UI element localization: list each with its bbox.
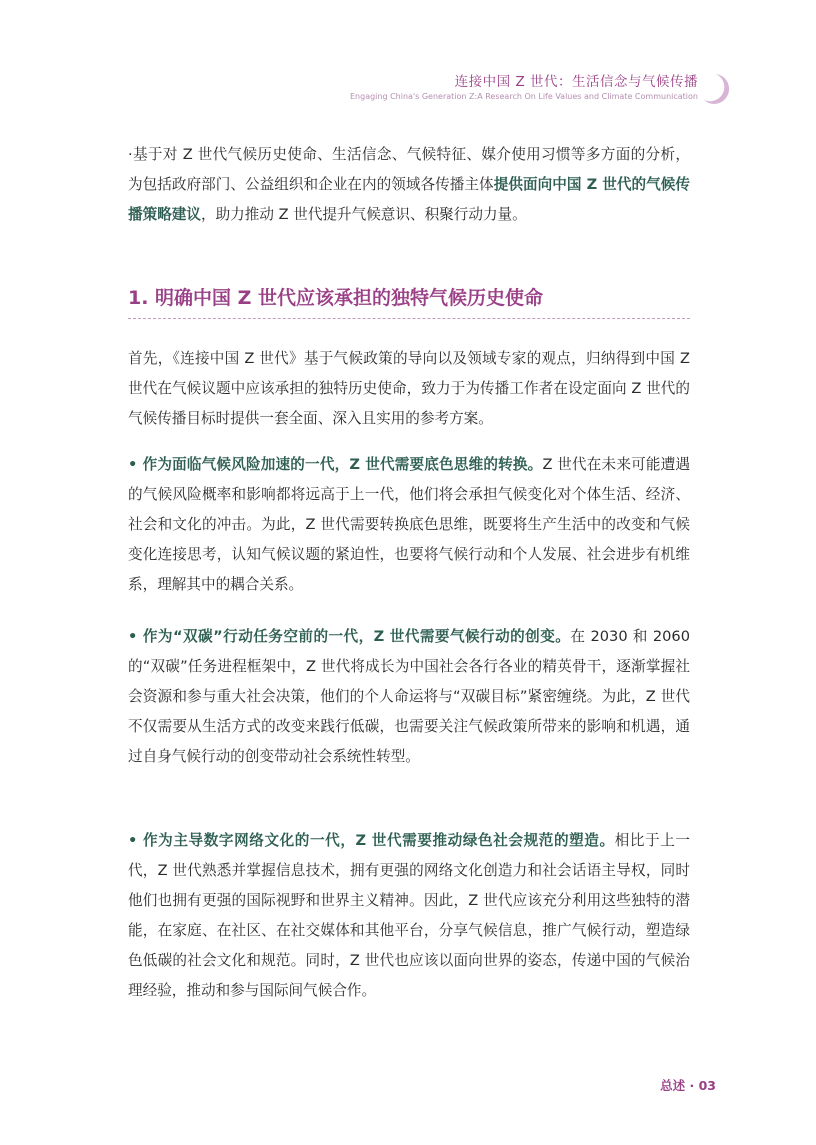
page-header <box>350 74 698 102</box>
paragraph-highlight: • 作为“双碳”行动任务空前的一代，Z 世代需要气候行动的创变。 <box>128 628 571 645</box>
paragraph-text: 首先，《连接中国 Z 世代》基于气候政策的导向以及领域专家的观点，归纳得到中国 Z 世代在气候议题中应该承担的独特历史使命，致力于为传播工作者在设定面向 Z 世代的气候传播目标时提供一套全面、深入且实用的参考方案。 <box>128 350 690 427</box>
header-subtitle: Engaging China's Generation Z:A Research On Life Values and Climate Communication <box>350 92 698 101</box>
paragraph-highlight: • 作为主导数字网络文化的一代，Z 世代需要推动绿色社会规范的塑造。 <box>128 832 615 849</box>
body-paragraph-3 <box>128 622 690 772</box>
intro-paragraph <box>128 140 690 230</box>
intro-highlight: 提供面向中国 Z 世代的气候传播策略建议 <box>128 176 690 223</box>
section-divider <box>128 318 690 319</box>
page-number: 总述 · 03 <box>660 1078 716 1093</box>
body-paragraph-1 <box>128 344 690 434</box>
crescent-moon-icon <box>702 72 732 106</box>
body-paragraph-4 <box>128 826 690 1006</box>
body-paragraph-2 <box>128 450 690 600</box>
intro-text-before: ·基于对 Z 世代气候历史使命、生活信念、气候特征、媒介使用习惯等多方面的分析，为包括政府部门、公益组织和企业在内的领域各传播主体 <box>128 146 690 193</box>
intro-text-after: ，助力推动 Z 世代提升气候意识、积聚行动力量。 <box>200 206 527 223</box>
paragraph-text: Z 世代在未来可能遭遇的气候风险概率和影响都将远高于上一代，他们将会承担气候变化对个体生活、经济、社会和文化的冲击。为此，Z 世代需要转换底色思维，既要将生产生活中的改变和气候变化连接思考，认知气候议题的紧迫性，也要将气候行动和个人发展、社会进步有机维系，理解其中的耦合关系。 <box>128 456 690 593</box>
paragraph-highlight: • 作为面临气候风险加速的一代，Z 世代需要底色思维的转换。 <box>128 456 543 473</box>
paragraph-text: 相比于上一代，Z 世代熟悉并掌握信息技术，拥有更强的网络文化创造力和社会话语主导权，同时他们也拥有更强的国际视野和世界主义精神。因此，Z 世代应该充分利用这些独特的潜能，在家庭、在社区、在社交媒体和其他平台，分享气候信息，推广气候行动，塑造绿色低碳的社会文化和规范。同时，Z 世代也应该以面向世界的姿态，传递中国的气候治理经验，推动和参与国际间气候合作。 <box>128 832 690 999</box>
header-title: 连接中国 Z 世代：生活信念与气候传播 <box>454 74 698 90</box>
paragraph-text: 在 2030 和 2060 的“双碳”任务进程框架中，Z 世代将成长为中国社会各行各业的精英骨干，逐渐掌握社会资源和参与重大社会决策，他们的个人命运将与“双碳目标”紧密缠绕。为此，Z 世代不仅需要从生活方式的改变来践行低碳，也需要关注气候政策所带来的影响和机遇，通过自身气候行动的创变带动社会系统性转型。 <box>128 628 690 765</box>
section-title: 1. 明确中国 Z 世代应该承担的独特气候历史使命 <box>128 287 544 309</box>
